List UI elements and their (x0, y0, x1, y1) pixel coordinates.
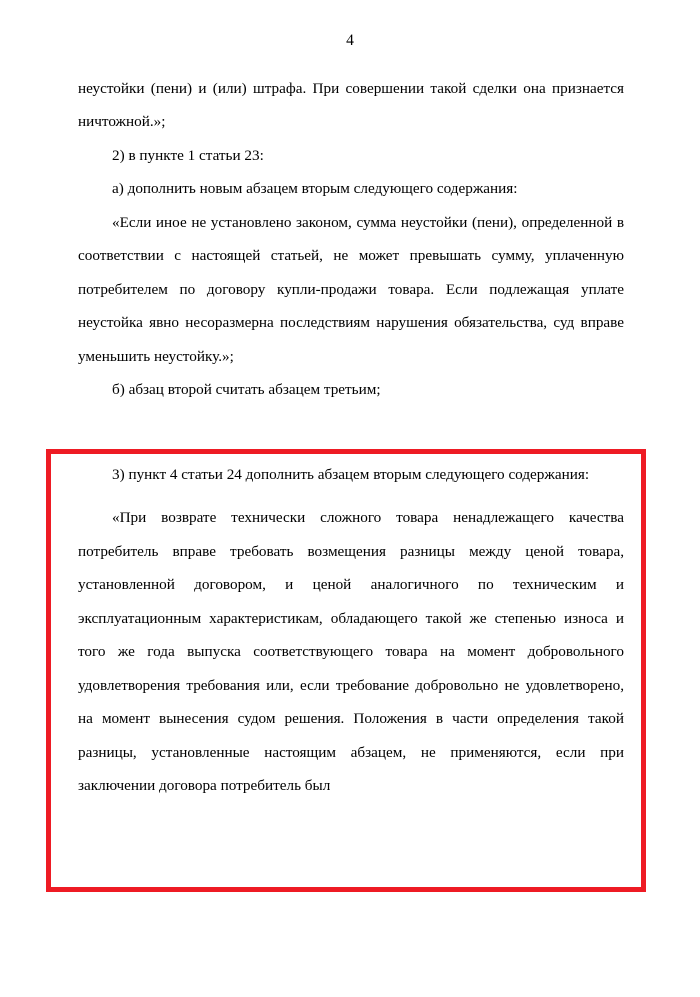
paragraph-item-3: 3) пункт 4 статьи 24 дополнить абзацем вторым следующего содержания: (112, 466, 590, 483)
paragraph-quote-article-23: «Если иное не установлено законом, сумма неустойки (пени), определенной в соответствии с настоящей статьей, не может превышать сумму, уплаченную потребителем по договору купли-продажи товара. Если подлежащая уплате неустойка явно несоразмерна последствиям нарушения обязательства, суд вправе уменьшить неустойку.»; (78, 213, 624, 365)
paragraph-item-2: 2) в пункте 1 статьи 23: (112, 146, 264, 164)
page-number: 4 (346, 32, 354, 49)
document-body-highlighted (78, 458, 624, 802)
paragraph-quote-article-24: «При возврате технически сложного товара ненадлежащего качества потребитель вправе требовать возмещения разницы между ценой товара, установленной договором, и ценой аналогичного по техническим и эксплуатационным характеристикам, обладающего такой же степенью износа и того же года выпуска соответствующего товара на момент добровольного удовлетворения требования или, если требование добровольно не удовлетворено, на момент вынесения судом решения. Положения в части определения такой разницы, установленные настоящим абзацем, не применяются, если при заключении договора потребитель был (78, 509, 624, 794)
paragraph-continuation: неустойки (пени) и (или) штрафа. При совершении такой сделки она признается ничтожной.»; (78, 80, 624, 131)
document-body-above-highlight (78, 72, 624, 406)
paragraph-item-2a: а) дополнить новым абзацем вторым следующего содержания: (112, 180, 518, 198)
paragraph-spacer (78, 491, 624, 501)
paragraph-item-2b: б) абзац второй считать абзацем третьим; (112, 380, 381, 398)
